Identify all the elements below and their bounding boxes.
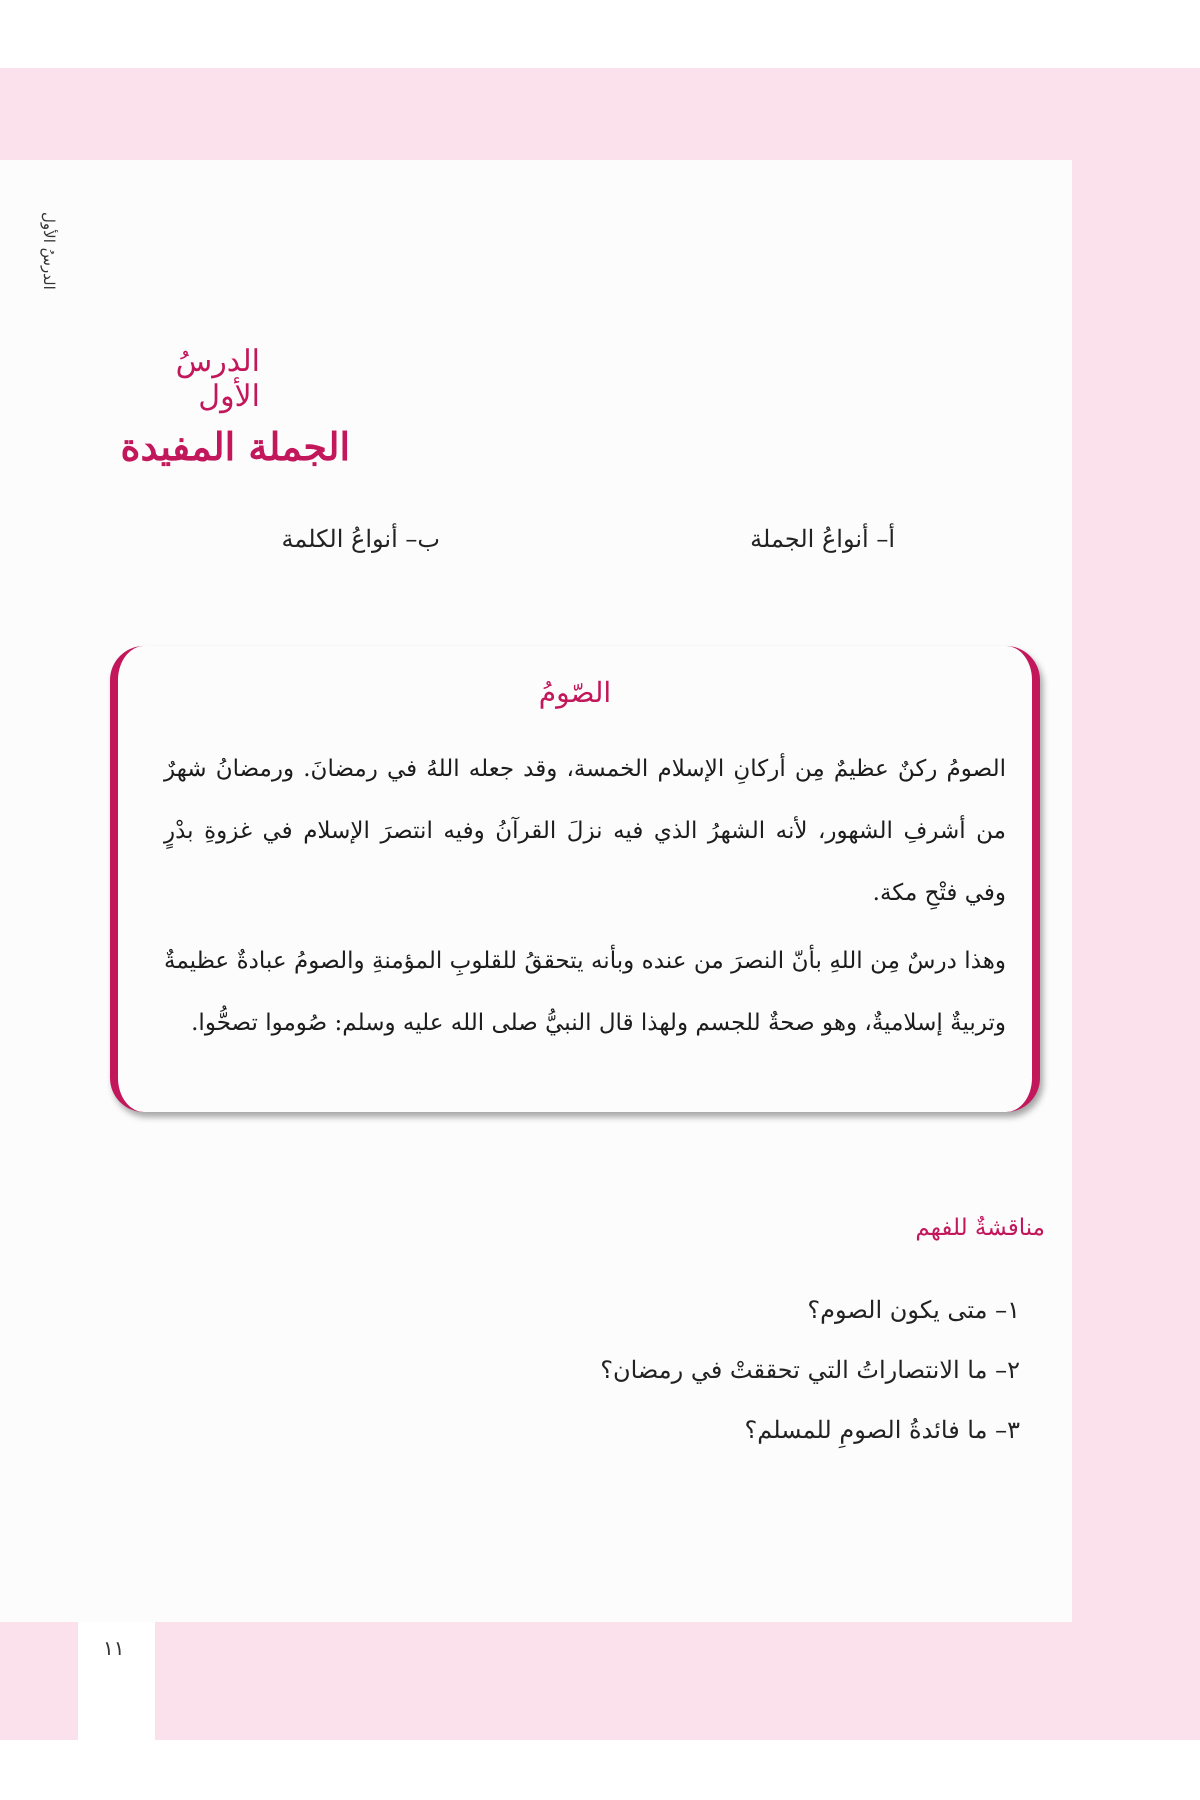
discussion-heading: مناقشةٌ للفهم [915, 1215, 1045, 1241]
bottom-margin-band [155, 1622, 1200, 1740]
topic-word-types: ب– أنواعُ الكلمة [281, 525, 440, 553]
reading-box [110, 646, 1040, 1112]
question-item: ٣– ما فائدةُ الصومِ للمسلم؟ [744, 1416, 1020, 1444]
topic-sentence-types: أ– أنواعُ الجملة [750, 525, 895, 553]
question-list [460, 1280, 1020, 1460]
reading-title: الصّومُ [538, 676, 612, 709]
question-item: ٢– ما الانتصاراتُ التي تحققتْ في رمضان؟ [600, 1356, 1020, 1384]
lesson-label: الدرسُ الأول [175, 344, 260, 414]
right-margin-band [1072, 68, 1200, 1740]
question-item: ١– متى يكون الصوم؟ [807, 1296, 1020, 1324]
reading-paragraph-2: وهذا درسٌ مِن اللهِ بأنّ النصرَ من عنده وبأنه يتحققُ للقلوبِ المؤمنةِ والصومُ عبادةٌ عظيمةٌ وتربيةٌ إسلاميةٌ، وهو صحةٌ للجسم ولهذا قال النبيُّ صلى الله عليه وسلم: صُوموا تصحُّوا. [164, 948, 1006, 1036]
top-margin-band [0, 68, 1200, 160]
page-number: ١١ [103, 1636, 125, 1660]
running-header: الدرسُ الأول [40, 212, 58, 290]
lesson-title: الجملة المفيدة [120, 424, 350, 469]
reading-paragraph-1: الصومُ ركنٌ عظيمٌ مِن أركانِ الإسلام الخمسة، وقد جعله اللهُ في رمضانَ. ورمضانُ شهرٌ من أشرفِ الشهور، لأنه الشهرُ الذي فيه نزلَ القرآنُ وفيه انتصرَ الإسلام في غزوةِ بدْرٍ وفي فتْحِ مكة. [164, 756, 1006, 906]
